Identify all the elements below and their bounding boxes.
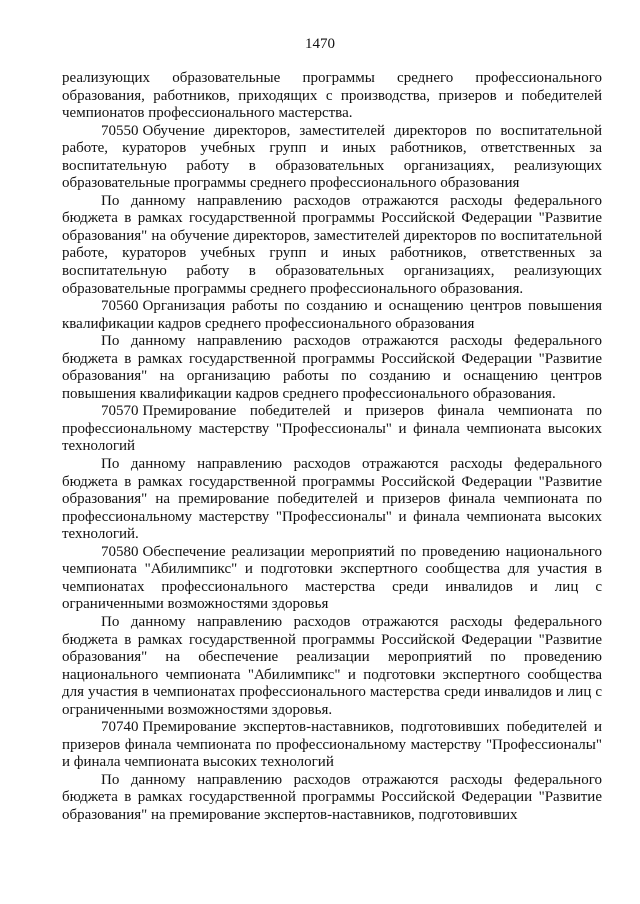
page-number: 1470 (305, 36, 335, 52)
paragraph-continuation: реализующих образовательные программы среднего профессионального образования, работников, приходящих с производства, призеров и победителей чемпионатов профессионального мастерства. (62, 70, 602, 122)
section-heading-70570 (62, 403, 602, 456)
expense-code: 70580 (101, 543, 139, 560)
paragraph-body: По данному направлению расходов отражаются расходы федерального бюджета в рамках государственной программы Российской Федерации "Развитие образования" на обеспечение реализации мероприятий по проведению национального чемпионата "Абилимпикс" и подготовки экспертного сообщества для участия в чемпионатах профессионального мастерства среди инвалидов и лиц с ограниченными возможностями здоровья. (62, 613, 602, 718)
expense-code: 70560 (101, 298, 139, 315)
section-heading-text: Премирование победителей и призеров финала чемпионата по профессиональному мастерству "Профессионалы" и финала чемпионата высоких технологий (62, 403, 602, 455)
paragraph-body: По данному направлению расходов отражаются расходы федерального бюджета в рамках государственной программы Российской Федерации "Развитие образования" на премирование экспертов-наставников, подготовивших (62, 771, 602, 823)
expense-code: 70570 (101, 403, 139, 420)
section-heading-text: Обучение директоров, заместителей директоров по воспитательной работе, кураторов учебных групп и иных работников, ответственных за воспитательную работу в образовательных организациях, реализующих образовательные программы среднего профессионального образования (62, 122, 602, 192)
document-body (62, 70, 602, 825)
paragraph-body: По данному направлению расходов отражаются расходы федерального бюджета в рамках государственной программы Российской Федерации "Развитие образования" на организацию работы по созданию и оснащению центров повышения квалификации кадров среднего профессионального образования. (62, 333, 602, 402)
section-heading-70560 (62, 298, 602, 333)
section-heading-70580 (62, 544, 602, 614)
section-heading-70550 (62, 123, 602, 193)
paragraph-body: По данному направлению расходов отражаются расходы федерального бюджета в рамках государственной программы Российской Федерации "Развитие образования" на премирование победителей и призеров финала чемпионата по профессиональному мастерству "Профессионалы" и финала чемпионата высоких технологий. (62, 456, 602, 543)
section-heading-70740 (62, 719, 602, 772)
paragraph-body: По данному направлению расходов отражаются расходы федерального бюджета в рамках государственной программы Российской Федерации "Развитие образования" на обучение директоров, заместителей директоров по воспитательной работе, кураторов учебных групп и иных работников, ответственных за воспитательную работу в образовательных организациях, реализующих образовательные программы среднего профессионального образования. (62, 192, 602, 297)
section-heading-text: Обеспечение реализации мероприятий по проведению национального чемпионата "Абилимпикс" и подготовки экспертного сообщества для участия в чемпионатах профессионального мастерства среди инвалидов и лиц с ограниченными возможностями здоровья (62, 543, 602, 613)
section-heading-text: Организация работы по созданию и оснащению центров повышения квалификации кадров среднего профессионального образования (62, 298, 602, 332)
expense-code: 70550 (101, 122, 139, 139)
expense-code: 70740 (101, 719, 139, 736)
section-heading-text: Премирование экспертов-наставников, подготовивших победителей и призеров финала чемпионата по профессиональному мастерству "Профессионалы" и финала чемпионата высоких технологий (62, 719, 602, 771)
